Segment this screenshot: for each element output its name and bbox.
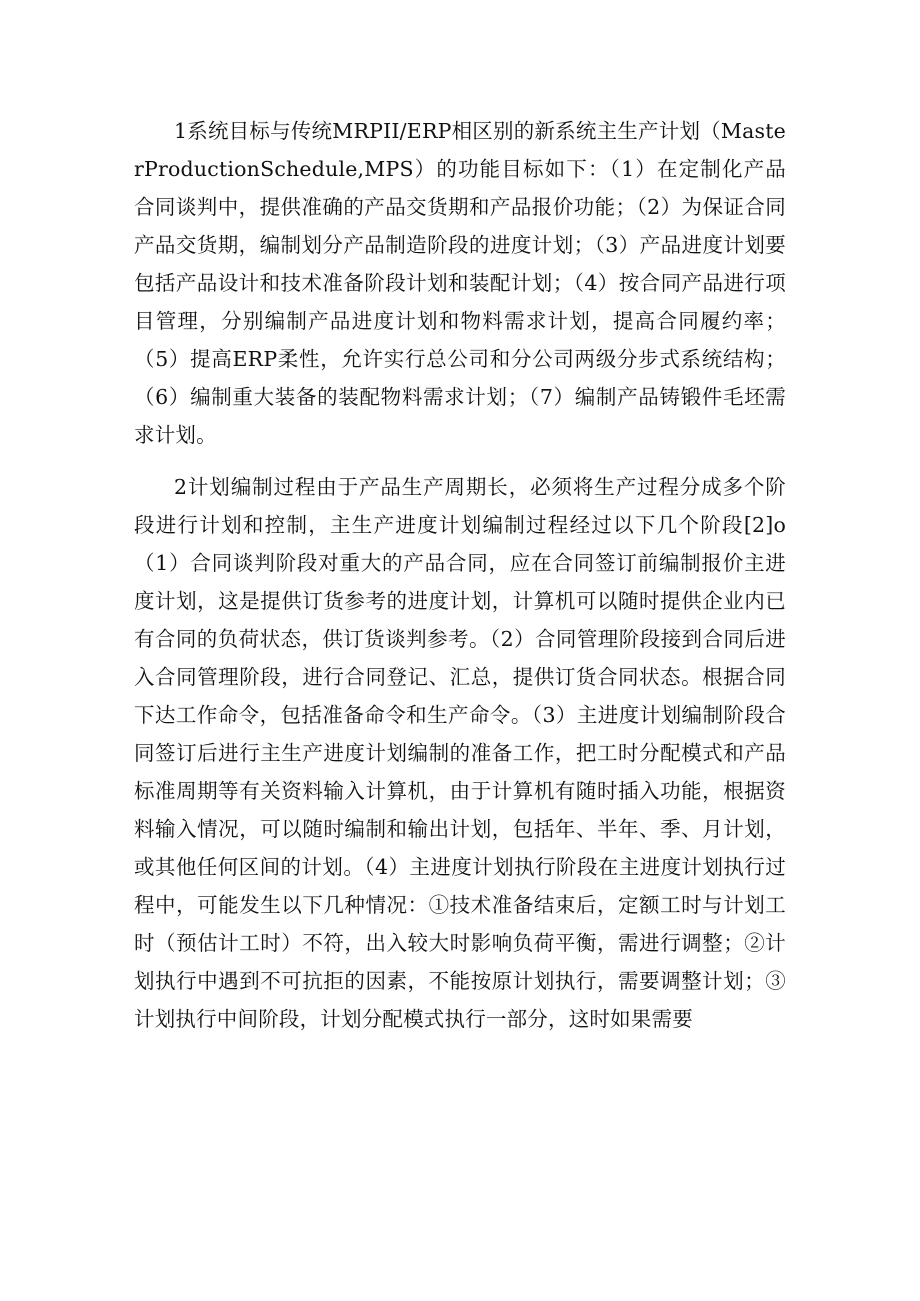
paragraph-system-objectives: 1系统目标与传统MRPII/ERP相区别的新系统主生产计划（MasterProductionSchedule,MPS）的功能目标如下：（1）在定制化产品合同谈判中，提供准确的产品交货期和产品报价功能；（2）为保证合同产品交货期，编制划分产品制造阶段的进度计划；（3）产品进度计划要包括产品设计和技术准备阶段计划和装配计划；（4）按合同产品进行项目管理，分别编制产品进度计划和物料需求计划，提高合同履约率；（5）提高ERP柔性，允许实行总公司和分公司两级分步式系统结构；（6）编制重大装备的装配物料需求计划；（7）编制产品铸锻件毛坯需求计划。: [134, 119, 786, 447]
document-body: [134, 112, 786, 1038]
paragraph-planning-process: 2计划编制过程由于产品生产周期长，必须将生产过程分成多个阶段进行计划和控制，主生产进度计划编制过程经过以下几个阶段[2]o（1）合同谈判阶段对重大的产品合同，应在合同签订前编制报价主进度计划，这是提供订货参考的进度计划，计算机可以随时提供企业内已有合同的负荷状态，供订货谈判参考。（2）合同管理阶段接到合同后进入合同管理阶段，进行合同登记、汇总，提供订货合同状态。根据合同下达工作命令，包括准备命令和生产命令。（3）主进度计划编制阶段合同签订后进行主生产进度计划编制的准备工作，把工时分配模式和产品标准周期等有关资料输入计算机，由于计算机有随时插入功能，根据资料输入情况，可以随时编制和输出计划，包括年、半年、季、月计划，或其他任何区间的计划。（4）主进度计划执行阶段在主进度计划执行过程中，可能发生以下几种情况：①技术准备结束后，定额工时与计划工时（预估计工时）不符，出入较大时影响负荷平衡，需进行调整；②计划执行中遇到不可抗拒的因素，不能按原计划执行，需要调整计划；③计划执行中间阶段，计划分配模式执行一部分，这时如果需要: [134, 475, 786, 1031]
